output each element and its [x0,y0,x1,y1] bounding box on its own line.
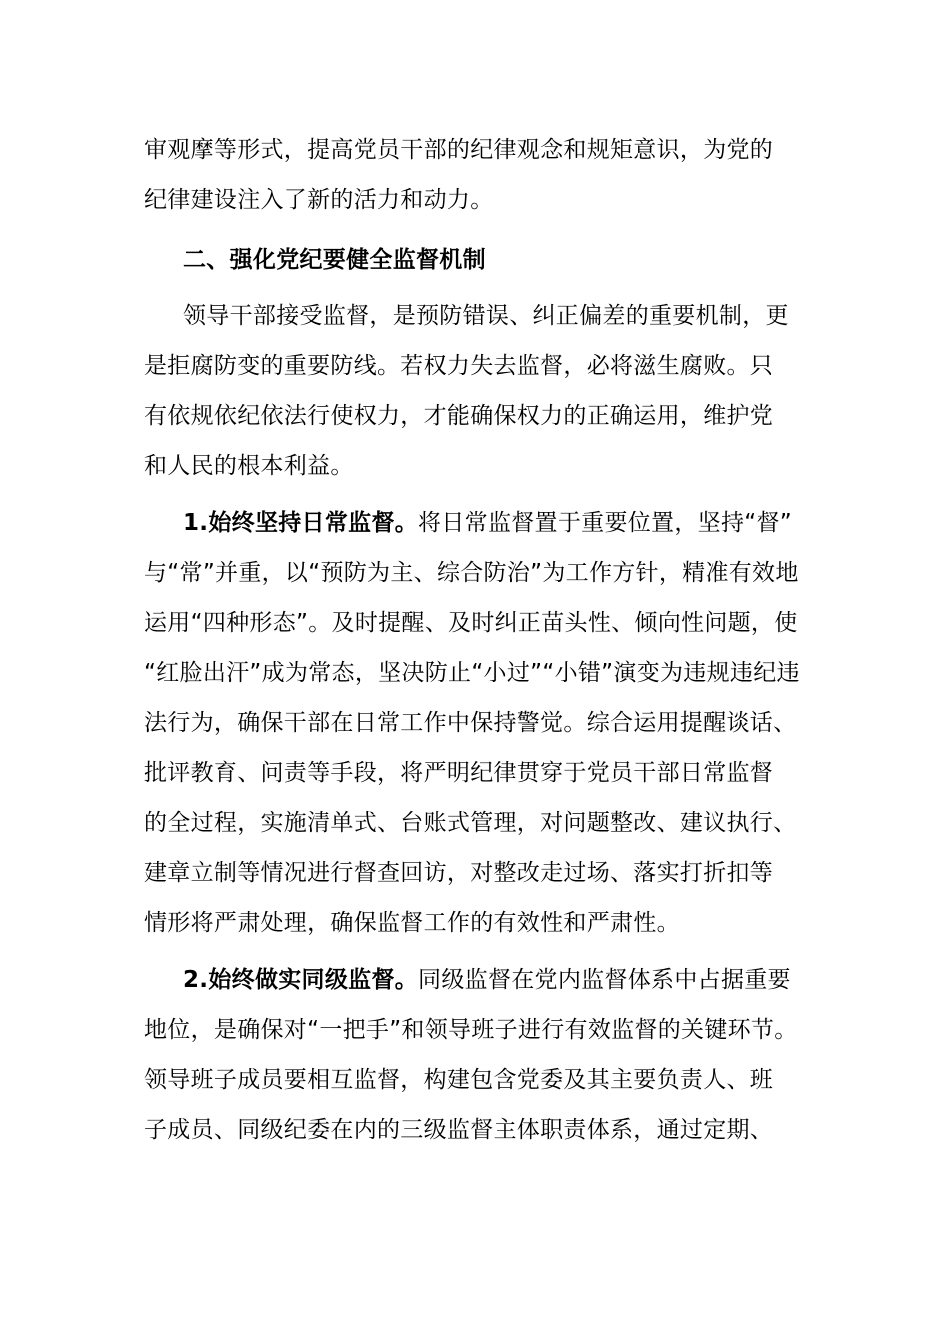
text-line: 和人民的根本利益。 [144,453,354,479]
text-line: 地位，是确保对“一把手”和领导班子进行有效监督的关键环节。 [144,1017,798,1043]
text-line: 法行为，确保干部在日常工作中保持警觉。综合运用提醒谈话、 [144,710,797,736]
text-line: 建章立制等情况进行督查回访，对整改走过场、落实打折扣等 [144,860,774,886]
paragraph-first-line [183,965,791,995]
text-line: 是拒腐防变的重要防线。若权力失去监督，必将滋生腐败。只 [144,353,774,379]
text-line: “红脸出汗”成为常态，坚决防止“小过”“小错”演变为违规违纪违 [144,660,800,686]
text-line: 领导干部接受监督，是预防错误、纠正偏差的重要机制，更 [183,303,789,329]
text-line: 审观摩等形式，提高党员干部的纪律观念和规矩意识，为党的 [144,137,774,163]
text-line: 批评教育、问责等手段，将严明纪律贯穿于党员干部日常监督 [144,760,774,786]
text-span: 将日常监督置于重要位置，坚持“督” [418,510,792,536]
subheading-lead: 1.始终坚持日常监督。 [183,510,419,536]
text-span: 同级监督在党内监督体系中占据重要 [418,967,791,993]
text-line: 的全过程，实施清单式、台账式管理，对问题整改、建议执行、 [144,810,797,836]
text-line: 领导班子成员要相互监督，构建包含党委及其主要负责人、班 [144,1067,774,1093]
text-line: 运用“四种形态”。及时提醒、及时纠正苗头性、倾向性问题，使 [144,610,798,636]
text-line: 情形将严肃处理，确保监督工作的有效性和严肃性。 [144,910,680,936]
text-line: 纪律建设注入了新的活力和动力。 [144,187,494,213]
subheading-lead: 2.始终做实同级监督。 [183,967,419,993]
text-line: 与“常”并重，以“预防为主、综合防治”为工作方针，精准有效地 [144,560,799,586]
text-line: 子成员、同级纪委在内的三级监督主体职责体系，通过定期、 [144,1117,774,1143]
paragraph-first-line [183,508,792,538]
text-line: 有依规依纪依法行使权力，才能确保权力的正确运用，维护党 [144,403,774,429]
section-heading: 二、强化党纪要健全监督机制 [183,247,486,273]
